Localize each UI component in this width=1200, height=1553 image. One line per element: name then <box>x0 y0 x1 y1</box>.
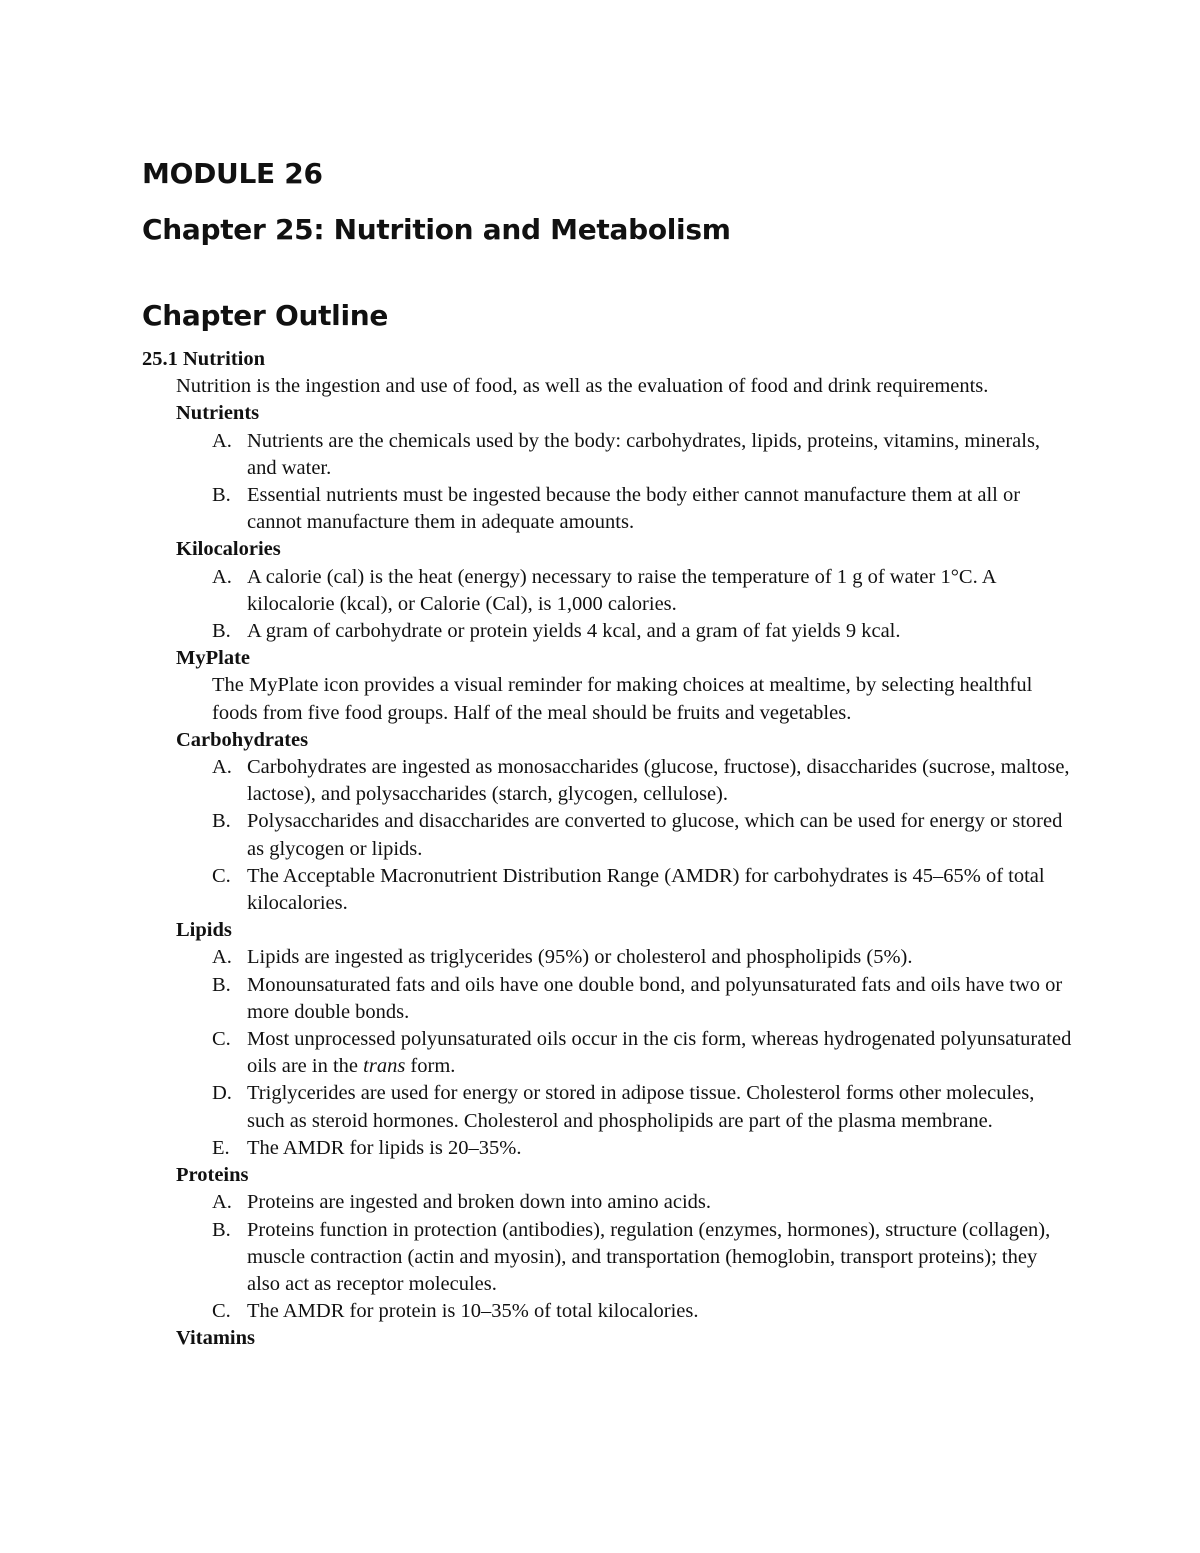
list-item-text: Proteins function in protection (antibodies), regulation (enzymes, hormones), structure (collagen), muscle contraction (actin and myosin), and transportation (hemoglobin, transport proteins); they also act as receptor molecules. <box>247 1218 1051 1295</box>
list-item-text: Polysaccharides and disaccharides are converted to glucose, which can be used for energy or stored as glycogen or lipids. <box>247 810 1063 860</box>
list-marker: B. <box>212 484 231 507</box>
list-item-text: Carbohydrates are ingested as monosaccharides (glucose, fructose), disaccharides (sucrose, maltose, lactose), and polysaccharides (starch, glycogen, cellulose). <box>247 756 1070 806</box>
list-item <box>212 1080 1072 1134</box>
list-marker: A. <box>212 429 232 452</box>
list-marker: C. <box>212 1300 231 1323</box>
document-page <box>142 146 1072 1353</box>
outline-body <box>142 346 1072 1353</box>
list-marker: B. <box>212 620 231 643</box>
list-item <box>212 1026 1072 1080</box>
list-marker: B. <box>212 810 231 833</box>
list-item-text: Proteins are ingested and broken down into amino acids. <box>247 1191 711 1214</box>
lipids-heading: Lipids <box>176 919 232 942</box>
chapter-title: Chapter 25: Nutrition and Metabolism <box>142 213 731 246</box>
list-item <box>212 618 1072 645</box>
list-item <box>212 972 1072 1026</box>
list-marker: D. <box>212 1082 232 1105</box>
list-item-text: The AMDR for protein is 10–35% of total kilocalories. <box>247 1300 699 1323</box>
list-marker: C. <box>212 864 231 887</box>
list-marker: A. <box>212 1191 232 1214</box>
list-item-text: Essential nutrients must be ingested because the body either cannot manufacture them at all or cannot manufacture them in adequate amounts. <box>247 484 1021 534</box>
list-item-text: A gram of carbohydrate or protein yields 4 kcal, and a gram of fat yields 9 kcal. <box>247 620 901 643</box>
list-item <box>212 428 1072 482</box>
list-item-text: form. <box>405 1055 456 1078</box>
list-item <box>212 1135 1072 1162</box>
carbohydrates-heading: Carbohydrates <box>176 728 309 751</box>
list-item <box>212 863 1072 917</box>
vitamins-heading: Vitamins <box>176 1327 255 1350</box>
list-marker: A. <box>212 946 232 969</box>
list-item <box>212 1298 1072 1325</box>
list-item-italic: trans <box>363 1055 406 1078</box>
nutrients-list <box>142 428 1072 537</box>
list-item <box>212 482 1072 536</box>
list-item <box>212 564 1072 618</box>
list-item <box>212 1189 1072 1216</box>
list-item-text: Monounsaturated fats and oils have one double bond, and polyunsaturated fats and oils have two or more double bonds. <box>247 973 1063 1023</box>
myplate-heading: MyPlate <box>176 647 250 670</box>
list-item-text: A calorie (cal) is the heat (energy) necessary to raise the temperature of 1 g of water 1°C. A kilocalorie (kcal), or Calorie (Cal), is 1,000 calories. <box>247 565 996 615</box>
section-intro: Nutrition is the ingestion and use of food, as well as the evaluation of food and drink requirements. <box>176 375 989 398</box>
proteins-list <box>142 1189 1072 1325</box>
list-item-text: Triglycerides are used for energy or stored in adipose tissue. Cholesterol forms other molecules, such as steroid hormones. Cholesterol and phospholipids are part of the plasma membrane. <box>247 1082 1035 1132</box>
list-item-text: Nutrients are the chemicals used by the body: carbohydrates, lipids, proteins, vitamins, minerals, and water. <box>247 429 1041 479</box>
list-item-text: The AMDR for lipids is 20–35%. <box>247 1136 522 1159</box>
outline-heading: Chapter Outline <box>142 299 389 332</box>
kilocalories-list <box>142 564 1072 646</box>
list-item-text: Most unprocessed polyunsaturated oils occur in the cis form, whereas hydrogenated polyunsaturated oils are in the <box>247 1028 1072 1078</box>
lipids-list <box>142 944 1072 1162</box>
list-marker: A. <box>212 565 232 588</box>
proteins-heading: Proteins <box>176 1164 249 1187</box>
list-marker: B. <box>212 1218 231 1241</box>
list-marker: E. <box>212 1136 230 1159</box>
myplate-text: The MyPlate icon provides a visual reminder for making choices at mealtime, by selecting healthful foods from five food groups. Half of the meal should be fruits and vegetables. <box>212 674 1033 724</box>
nutrients-heading: Nutrients <box>176 402 260 425</box>
kilocalories-heading: Kilocalories <box>176 538 281 561</box>
list-item <box>212 808 1072 862</box>
carbohydrates-list <box>142 754 1072 917</box>
list-item-text: The Acceptable Macronutrient Distribution Range (AMDR) for carbohydrates is 45–65% of total kilocalories. <box>247 864 1045 915</box>
list-item <box>212 944 1072 971</box>
section-heading: 25.1 Nutrition <box>142 348 265 370</box>
list-item <box>212 754 1072 808</box>
list-item-text: Lipids are ingested as triglycerides (95%) or cholesterol and phospholipids (5%). <box>247 946 913 969</box>
list-marker: C. <box>212 1028 231 1051</box>
list-marker: B. <box>212 973 231 996</box>
list-marker: A. <box>212 756 232 779</box>
module-title: MODULE 26 <box>142 157 323 190</box>
list-item <box>212 1217 1072 1299</box>
